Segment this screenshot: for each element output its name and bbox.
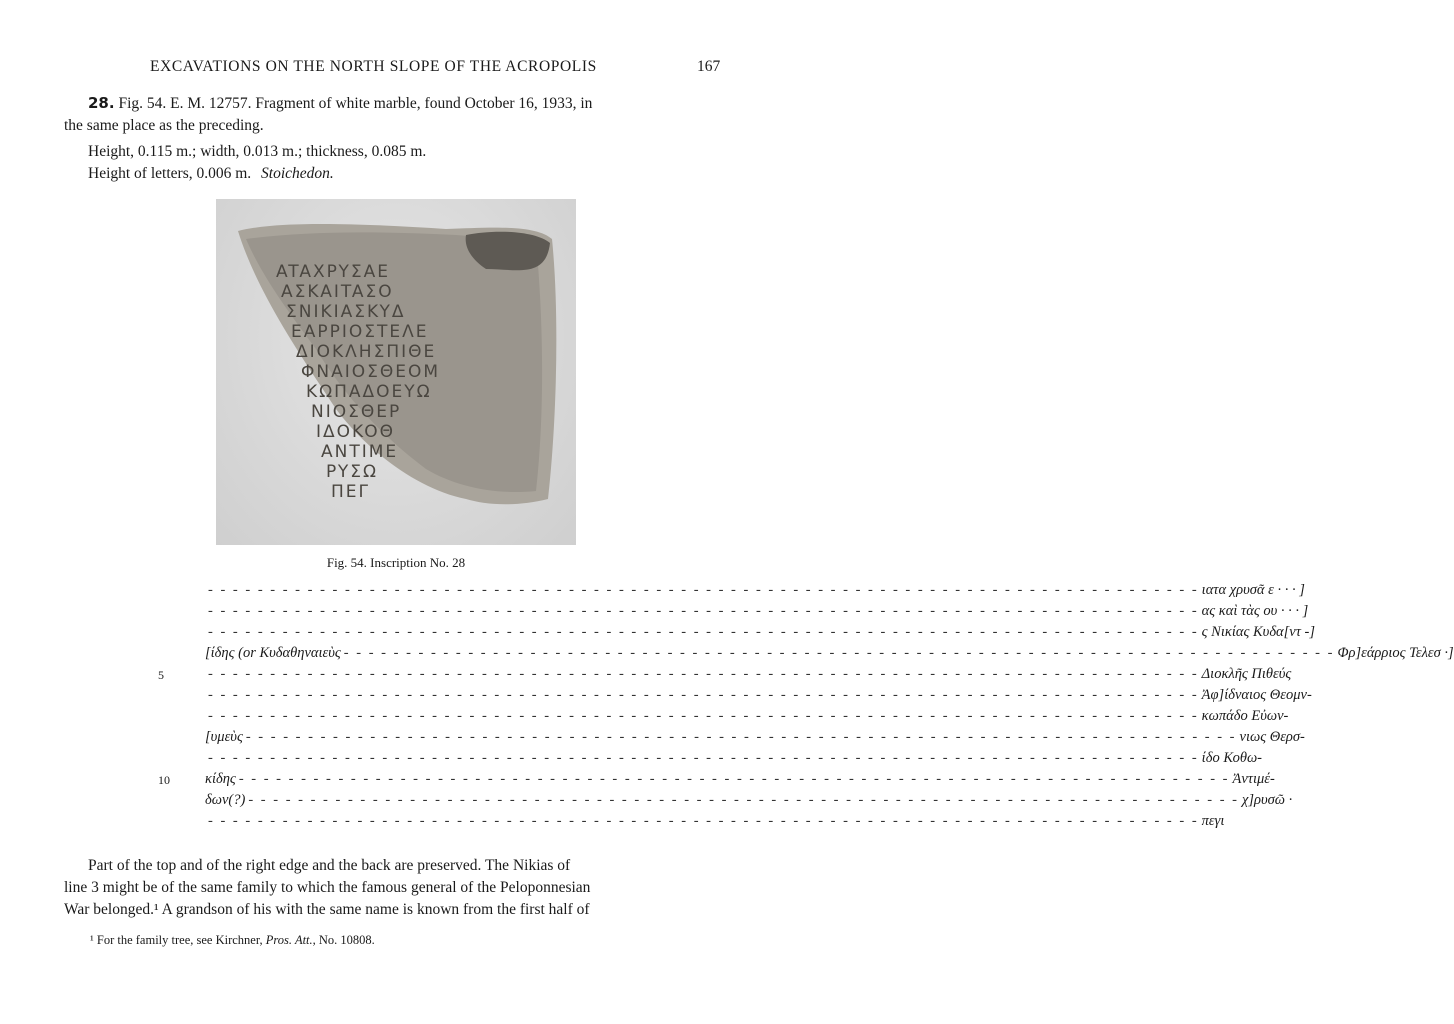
stone-text-line: ΣNIKIAΣKYΔ xyxy=(286,302,406,322)
stone-text-line: ΦNAIOΣΘEOM xyxy=(301,362,441,382)
inscription-right-text: νιως Θερσ- xyxy=(1239,729,1305,745)
footnote-rest: No. 10808. xyxy=(318,933,375,947)
entry-dimensions: Height, 0.115 m.; width, 0.013 m.; thickness, 0.085 m. xyxy=(88,143,427,160)
lacuna-dashes: - - - - - - - - - - - - - - - - - - - - - - - - - - - - - - - - - - - - - - - - - - - - - - - - - - - - - - - - - - - - - - - - - - - - - - - - - - - - - - - - xyxy=(248,792,1239,808)
inscription-photo xyxy=(216,199,576,545)
line-number: 10 xyxy=(158,773,170,787)
inscription-line xyxy=(205,813,1225,833)
inscription-right-text: Ἀντιμέ- xyxy=(1232,771,1275,787)
body-line-3: War belonged.¹ A grandson of his with the same name is known from the first half of xyxy=(64,901,590,918)
letters-height: Height of letters, 0.006 m. xyxy=(88,165,252,182)
lacuna-dashes: - - - - - - - - - - - - - - - - - - - - - - - - - - - - - - - - - - - - - - - - - - - - - - - - - - - - - - - - - - - - - - - - - - - - - - - - - - - - - - - - xyxy=(208,666,1199,682)
line-number: 5 xyxy=(158,668,164,682)
inscription-right-text: Διοκλῆς Πιθεύς xyxy=(1201,666,1292,682)
inscription-left-text: [υμεὺς xyxy=(205,729,243,745)
inscription-right-text: ίδο Κοθω- xyxy=(1201,750,1263,766)
stone-text-line: NIOΣΘEP xyxy=(311,402,402,422)
inscription-line xyxy=(205,687,1312,707)
stone-text-line: IΔOKOΘ xyxy=(316,422,396,442)
stone-text-line: EAPPIOΣTEΛE xyxy=(291,322,429,342)
stone-text-line: PYΣΩ xyxy=(326,462,378,482)
entry-line-1: Fig. 54. E. M. 12757. Fragment of white marble, found October 16, 1933, in xyxy=(118,95,593,112)
inscription-right-text: Φρ]εάρριος Τελεσ ·] xyxy=(1337,645,1454,661)
body-line-1: Part of the top and of the right edge and the back are preserved. The Nikias of xyxy=(88,857,571,874)
stone-text-line: KΩΠAΔOEYΩ xyxy=(306,382,432,402)
stoichedon-label: Stoichedon. xyxy=(261,165,334,182)
inscription-transcription xyxy=(0,582,1454,842)
inscription-line xyxy=(205,603,1309,623)
inscription-right-text: κωπάδο Εὐων- xyxy=(1201,708,1289,724)
entry-letters xyxy=(88,163,752,185)
inscription-line xyxy=(205,666,1292,686)
figure-caption: Fig. 54. Inscription No. 28 xyxy=(326,555,466,570)
lacuna-dashes: - - - - - - - - - - - - - - - - - - - - - - - - - - - - - - - - - - - - - - - - - - - - - - - - - - - - - - - - - - - - - - - - - - - - - - - - - - - - - - - - xyxy=(208,813,1199,829)
inscription-line xyxy=(205,792,1293,812)
inscription-left-text: δων(?) xyxy=(205,792,246,808)
inscription-line xyxy=(205,729,1305,749)
footnote xyxy=(90,933,375,948)
lacuna-dashes: - - - - - - - - - - - - - - - - - - - - - - - - - - - - - - - - - - - - - - - - - - - - - - - - - - - - - - - - - - - - - - - - - - - - - - - - - - - - - - - - xyxy=(208,687,1199,703)
inscription-right-text: ας καὶ τὰς ου · · · ] xyxy=(1201,603,1309,619)
marble-fragment-image xyxy=(216,199,576,545)
lacuna-dashes: - - - - - - - - - - - - - - - - - - - - - - - - - - - - - - - - - - - - - - - - - - - - - - - - - - - - - - - - - - - - - - - - - - - - - - - - - - - - - - - - xyxy=(208,750,1199,766)
page-number: 167 xyxy=(697,58,721,75)
inscription-line xyxy=(205,645,1454,665)
inscription-right-text: πεγι xyxy=(1201,813,1225,829)
inscription-left-text: [ίδης (or Κυδαθηναιεὺς xyxy=(205,645,341,661)
lacuna-dashes: - - - - - - - - - - - - - - - - - - - - - - - - - - - - - - - - - - - - - - - - - - - - - - - - - - - - - - - - - - - - - - - - - - - - - - - - - - - - - - - - xyxy=(208,708,1199,724)
entry-header xyxy=(64,92,728,115)
lacuna-dashes: - - - - - - - - - - - - - - - - - - - - - - - - - - - - - - - - - - - - - - - - - - - - - - - - - - - - - - - - - - - - - - - - - - - - - - - - - - - - - - - - xyxy=(208,624,1199,640)
stone-text-line: AΣKAITAΣO xyxy=(281,282,394,302)
entry-number: 28. xyxy=(88,94,115,112)
inscription-right-text: χ]ρυσῶ · xyxy=(1242,792,1293,808)
stone-text-line: ATAXPYΣAE xyxy=(276,262,391,282)
stone-text-line: ANTIME xyxy=(321,442,399,462)
lacuna-dashes: - - - - - - - - - - - - - - - - - - - - - - - - - - - - - - - - - - - - - - - - - - - - - - - - - - - - - - - - - - - - - - - - - - - - - - - - - - - - - - - - xyxy=(343,645,1335,661)
lacuna-dashes: - - - - - - - - - - - - - - - - - - - - - - - - - - - - - - - - - - - - - - - - - - - - - - - - - - - - - - - - - - - - - - - - - - - - - - - - - - - - - - - - xyxy=(208,582,1199,598)
inscription-left-text: κίδης xyxy=(205,771,236,787)
inscription-line xyxy=(205,624,1316,644)
lacuna-dashes: - - - - - - - - - - - - - - - - - - - - - - - - - - - - - - - - - - - - - - - - - - - - - - - - - - - - - - - - - - - - - - - - - - - - - - - - - - - - - - - - xyxy=(208,603,1199,619)
inscription-right-text: ς Νικίας Κυδα[ντ -] xyxy=(1201,624,1316,640)
footnote-ref: Pros. Att., xyxy=(265,933,316,947)
footnote-text: ¹ For the family tree, see Kirchner, xyxy=(90,933,263,947)
inscription-line xyxy=(205,771,1275,791)
lacuna-dashes: - - - - - - - - - - - - - - - - - - - - - - - - - - - - - - - - - - - - - - - - - - - - - - - - - - - - - - - - - - - - - - - - - - - - - - - - - - - - - - - - xyxy=(238,771,1230,787)
entry-line-2: the same place as the preceding. xyxy=(64,117,264,134)
inscription-right-text: Ἀφ]ίδναιος Θεομν- xyxy=(1201,687,1312,703)
inscription-line xyxy=(205,750,1263,770)
inscription-line xyxy=(205,582,1305,602)
inscription-line xyxy=(205,708,1289,728)
stone-text-line: ΠEΓ xyxy=(331,482,370,502)
running-head: EXCAVATIONS ON THE NORTH SLOPE OF THE ACROPOLIS xyxy=(150,58,597,75)
inscription-right-text: ιατα χρυσᾶ ε · · · ] xyxy=(1201,582,1305,598)
lacuna-dashes: - - - - - - - - - - - - - - - - - - - - - - - - - - - - - - - - - - - - - - - - - - - - - - - - - - - - - - - - - - - - - - - - - - - - - - - - - - - - - - - - xyxy=(245,729,1237,745)
body-line-2: line 3 might be of the same family to which the famous general of the Peloponnesian xyxy=(64,879,591,896)
stone-text-line: ΔIOKΛHΣΠIΘE xyxy=(296,342,437,362)
